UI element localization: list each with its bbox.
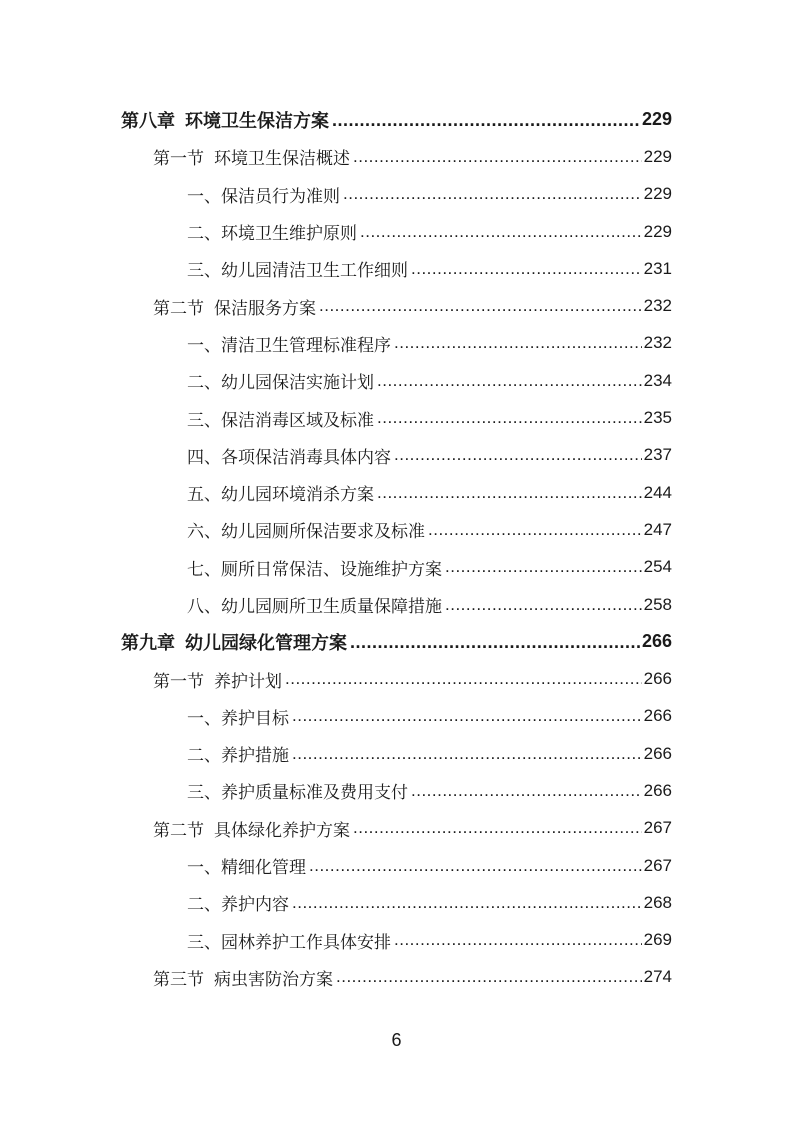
toc-entry-title: 幼儿园环境消杀方案	[221, 485, 374, 506]
dot-leader	[377, 408, 642, 428]
dot-leader	[445, 557, 642, 577]
toc-entry[interactable]	[0, 810, 793, 847]
toc-entry-title: 具体绿化养护方案	[214, 820, 350, 841]
toc-entry[interactable]	[0, 735, 793, 772]
toc-entry-title: 保洁服务方案	[214, 298, 316, 319]
toc-entry-title: 环境卫生维护原则	[221, 224, 357, 245]
toc-entry-page: 266	[643, 743, 672, 763]
toc-entry-page: 274	[643, 967, 672, 987]
toc-entry[interactable]	[0, 399, 793, 436]
toc-entry-page: 266	[643, 706, 672, 726]
toc-entry[interactable]	[0, 511, 793, 548]
toc-entry-number: 三、	[187, 932, 221, 953]
dot-leader	[394, 445, 642, 465]
toc-entry-number: 第一节	[153, 149, 204, 170]
dot-leader	[394, 333, 642, 353]
toc-entry-title: 养护计划	[214, 671, 282, 692]
toc-entry[interactable]	[0, 250, 793, 287]
toc-entry-title: 幼儿园厕所卫生质量保障措施	[221, 597, 442, 617]
dot-leader	[353, 147, 642, 167]
toc-entry-number: 五、	[187, 485, 221, 506]
toc-entry-title: 各项保洁消毒具体内容	[221, 447, 391, 468]
toc-entry[interactable]	[0, 847, 793, 884]
toc-entry-number: 二、	[187, 373, 221, 394]
table-of-contents	[0, 101, 793, 996]
toc-entry[interactable]	[0, 287, 793, 324]
toc-entry-page: 232	[643, 296, 672, 316]
dot-leader	[336, 967, 642, 987]
toc-entry[interactable]	[0, 660, 793, 697]
page-number: 6	[391, 1030, 402, 1050]
toc-entry-page: 229	[643, 184, 672, 204]
toc-entry-number: 一、	[187, 335, 221, 356]
toc-entry-title: 养护目标	[221, 708, 289, 729]
dot-leader	[428, 520, 642, 540]
toc-entry-title: 养护措施	[221, 746, 289, 767]
dot-leader	[292, 744, 642, 764]
toc-entry[interactable]	[0, 884, 793, 921]
toc-entry-number: 第二节	[153, 820, 204, 841]
toc-entry-number: 第二节	[153, 298, 204, 319]
toc-entry-title: 清洁卫生管理标准程序	[221, 335, 391, 356]
toc-entry-number: 三、	[187, 783, 221, 804]
toc-entry-title: 养护内容	[221, 895, 289, 916]
dot-leader	[319, 296, 642, 316]
toc-entry-title: 厕所日常保洁、设施维护方案	[221, 559, 442, 580]
toc-entry-number: 六、	[187, 522, 221, 543]
toc-entry-number: 七、	[187, 559, 221, 580]
toc-entry[interactable]	[0, 586, 793, 623]
toc-entry[interactable]	[0, 959, 793, 996]
toc-entry-title: 精细化管理	[221, 858, 306, 879]
toc-entry-number: 第九章	[121, 632, 175, 654]
toc-entry-page: 254	[643, 557, 672, 577]
toc-entry-page: 269	[643, 930, 672, 950]
toc-entry[interactable]	[0, 213, 793, 250]
toc-entry-title: 幼儿园清洁卫生工作细则	[221, 261, 408, 282]
toc-entry[interactable]	[0, 623, 793, 660]
toc-entry-number: 第一节	[153, 671, 204, 692]
toc-entry-title: 幼儿园保洁实施计划	[221, 373, 374, 394]
toc-entry-number: 一、	[187, 858, 221, 879]
toc-entry-title: 幼儿园绿化管理方案	[185, 632, 347, 654]
dot-leader	[292, 706, 642, 726]
toc-entry-title: 幼儿园厕所保洁要求及标准	[221, 522, 425, 543]
toc-entry-page: 267	[643, 818, 672, 838]
toc-entry-title: 病虫害防治方案	[214, 969, 333, 990]
toc-entry-title: 养护质量标准及费用支付	[221, 783, 408, 804]
toc-entry-number: 二、	[187, 224, 221, 245]
toc-entry-number: 二、	[187, 746, 221, 767]
toc-entry-page: 267	[643, 855, 672, 875]
toc-entry[interactable]	[0, 698, 793, 735]
toc-entry-title: 环境卫生保洁概述	[214, 149, 350, 170]
toc-entry-page: 268	[643, 892, 672, 912]
toc-entry-page: 266	[643, 780, 672, 800]
toc-entry-number: 第三节	[153, 969, 204, 990]
dot-leader	[411, 781, 642, 801]
toc-entry-page: 266	[641, 631, 672, 652]
toc-entry[interactable]	[0, 138, 793, 175]
toc-entry-page: 232	[643, 333, 672, 353]
toc-entry[interactable]	[0, 176, 793, 213]
toc-entry[interactable]	[0, 101, 793, 138]
toc-entry-title: 园林养护工作具体安排	[221, 932, 391, 953]
toc-entry[interactable]	[0, 474, 793, 511]
toc-entry-page: 266	[643, 669, 672, 689]
toc-entry-number: 二、	[187, 895, 221, 916]
toc-entry-number: 第八章	[121, 110, 175, 132]
toc-entry-page: 237	[643, 445, 672, 465]
toc-entry-number: 三、	[187, 261, 221, 282]
toc-entry-title: 保洁员行为准则	[221, 186, 340, 207]
toc-entry[interactable]	[0, 325, 793, 362]
toc-entry-number: 八、	[187, 597, 221, 617]
toc-entry[interactable]	[0, 362, 793, 399]
dot-leader	[292, 893, 642, 913]
toc-entry[interactable]	[0, 549, 793, 586]
toc-entry-number: 三、	[187, 410, 221, 431]
dot-leader	[411, 259, 642, 279]
toc-entry[interactable]	[0, 922, 793, 959]
toc-entry-page: 235	[643, 408, 672, 428]
dot-leader	[350, 632, 640, 652]
dot-leader	[360, 222, 642, 242]
toc-entry[interactable]	[0, 772, 793, 809]
toc-entry-page: 234	[643, 370, 672, 390]
toc-entry-page: 231	[643, 258, 672, 278]
toc-entry-title: 保洁消毒区域及标准	[221, 410, 374, 431]
toc-entry-title: 环境卫生保洁方案	[185, 110, 329, 132]
dot-leader	[285, 669, 642, 689]
toc-entry-page: 244	[643, 482, 672, 502]
toc-entry-page: 229	[641, 109, 672, 130]
dot-leader	[332, 110, 640, 130]
toc-entry[interactable]	[0, 437, 793, 474]
dot-leader	[394, 930, 642, 950]
toc-entry-number: 一、	[187, 708, 221, 729]
dot-leader	[445, 595, 642, 615]
toc-entry-page: 229	[643, 221, 672, 241]
dot-leader	[377, 371, 642, 391]
toc-entry-number: 一、	[187, 186, 221, 207]
dot-leader	[353, 818, 642, 838]
dot-leader	[309, 856, 642, 876]
toc-entry-page: 258	[643, 594, 672, 614]
dot-leader	[343, 184, 642, 204]
toc-entry-page: 229	[643, 146, 672, 166]
dot-leader	[377, 483, 642, 503]
toc-entry-page: 247	[643, 519, 672, 539]
toc-entry-number: 四、	[187, 447, 221, 468]
